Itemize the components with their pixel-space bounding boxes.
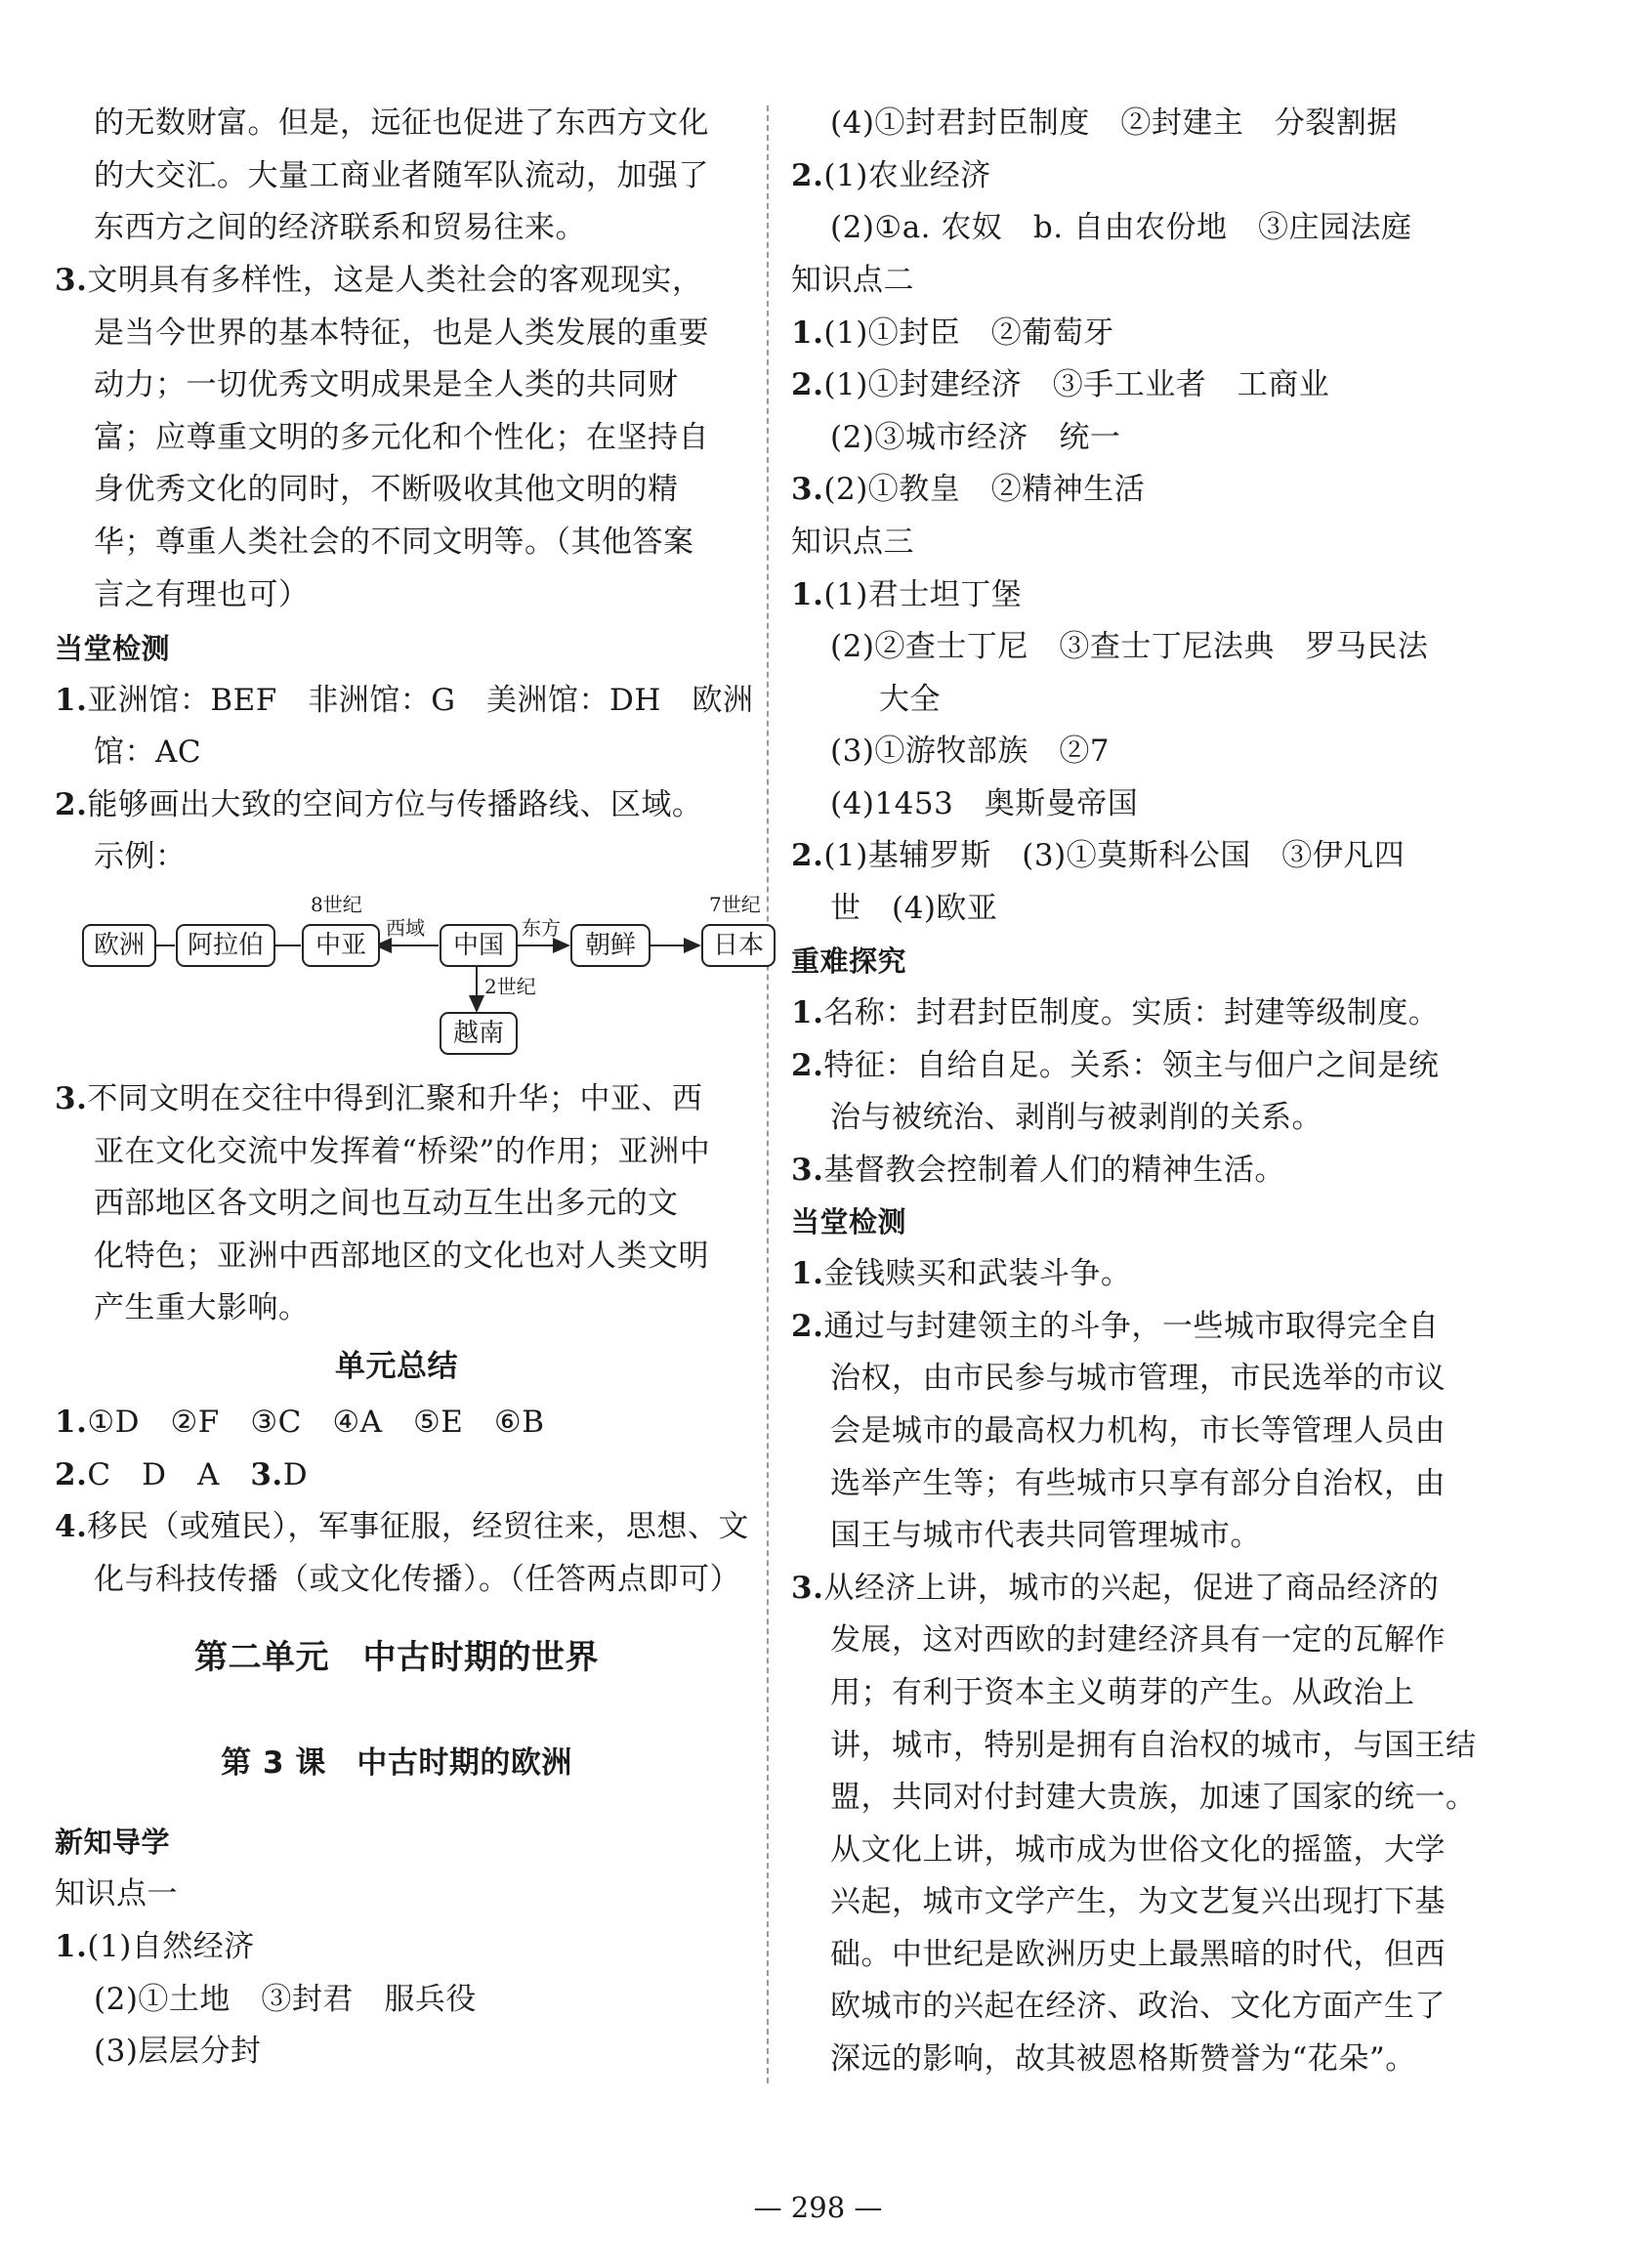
page-number: — 298 — [753,2191,883,2224]
section-heading: 当堂检测 [791,1205,907,1239]
text-line: 础。中世纪是欧洲历史上最黑暗的时代，但西 [830,1937,1446,1972]
label-8th-century: 8世纪 [311,893,362,916]
kp2-answer-1 [791,315,1114,352]
text-line: 不同文明在交往中得到汇聚和升华；中亚、西 [87,1081,703,1116]
diff-answer-2 [791,1047,1439,1084]
text-line: 治权，由市民参与城市管理，市民选举的市议 [830,1361,1446,1396]
item-number: 4. [55,1509,88,1544]
text-line: D [282,1457,309,1492]
text-line: 选举产生等；有些城市只享有部分自治权，由 [830,1466,1446,1501]
text-line: (2)①教皇 ②精神生活 [823,472,1146,507]
text-line: (2)③城市经济 统一 [830,420,1121,455]
text-line: (2)②查士丁尼 ③查士丁尼法典 罗马民法 [830,629,1429,664]
text-line: 讲，城市，特别是拥有自治权的城市，与国王结 [830,1728,1477,1763]
text-line: (1)农业经济 [823,158,991,193]
text-line: 东西方之间的经济联系和贸易往来。 [94,210,586,245]
text-line: 示例： [94,839,187,874]
node-vietnam: 越南 [440,1012,518,1055]
node-japan: 日本 [701,924,776,967]
kp2-answer-2 [791,366,1329,403]
node-central-asia: 中亚 [302,924,380,967]
diff-answer-1 [791,994,1439,1031]
diff-answer-3 [791,1152,1285,1189]
item-number: 3. [250,1457,283,1492]
check-answer-3 [55,1080,702,1117]
node-china: 中国 [440,924,518,967]
text-line: 富；应尊重文明的多元化和个性化；在坚持自 [94,420,709,455]
summary-answer-4 [55,1508,749,1545]
text-line: 的无数财富。但是，远征也促进了东西方文化 [94,105,709,141]
text-line: 是当今世界的基本特征，也是人类发展的重要 [94,315,709,351]
text-line: (3)①游牧部族 ②7 [830,734,1111,769]
text-line: 动力；一切优秀文明成果是全人类的共同财 [94,367,679,402]
text-line: (1)①封建经济 ③手工业者 工商业 [823,367,1330,402]
knowledge-point-heading: 知识点一 [55,1876,178,1911]
text-line: (1)①封臣 ②葡萄牙 [823,315,1114,351]
item-number: 2. [791,158,824,193]
item-number: 2. [791,367,824,402]
item-number: 1. [55,1405,88,1440]
text-line: 亚在文化交流中发挥着“桥梁”的作用；亚洲中 [94,1134,711,1169]
knowledge-point-heading: 知识点二 [791,263,914,298]
item-number: 3. [55,263,88,298]
text-line: 深远的影响，故其被恩格斯赞誉为“花朵”。 [830,2041,1416,2077]
node-korea: 朝鲜 [570,924,650,967]
kp3-answer-2 [791,837,1405,874]
text-line: 从文化上讲，城市成为世俗文化的摇篮，大学 [830,1832,1446,1868]
text-line: 文明具有多样性，这是人类社会的客观现实， [87,263,703,298]
text-line: (2)①土地 ③封君 服兵役 [94,1982,477,2017]
text-line: 的大交汇。大量工商业者随军队流动，加强了 [94,158,709,193]
knowledge-point-heading: 知识点三 [791,525,914,560]
item-number: 2. [791,1309,824,1344]
section-heading: 新知导学 [55,1826,171,1859]
text-line: 会是城市的最高权力机构，市长等管理人员由 [830,1413,1446,1449]
kp3-answer-1 [791,576,1022,613]
item-number: 1. [791,315,824,351]
item-number: 1. [55,683,88,718]
text-line: (3)层层分封 [94,2034,262,2069]
check-answer-1 [55,682,753,719]
section-heading: 当堂检测 [55,632,171,665]
text-line: 通过与封建领主的斗争，一些城市取得完全自 [823,1309,1440,1344]
text-line: (4)①封君封臣制度 ②封建主 分裂割据 [830,105,1398,141]
label-2nd-century: 2世纪 [484,975,536,998]
text-line: 馆：AC [94,735,202,770]
text-line: 国王与城市代表共同管理城市。 [830,1518,1261,1553]
text-line: 言之有理也可） [94,577,310,612]
item-number: 2. [791,838,824,873]
text-line: 身优秀文化的同时，不断吸收其他文明的精 [94,472,679,507]
item-number: 2. [55,1457,88,1492]
text-line: 移民（或殖民），军事征服，经贸往来，思想、文 [87,1509,749,1544]
check2-answer-2 [791,1308,1439,1345]
text-line: 西部地区各文明之间也互动互生出多元的文 [94,1186,679,1221]
item-number: 3. [791,472,824,507]
check2-answer-3 [791,1570,1439,1607]
label-western-regions: 西域 [386,916,425,940]
node-europe: 欧洲 [82,924,156,967]
lesson-title: 第 3 课 中古时期的欧洲 [221,1745,572,1781]
text-line: 名称：封君封臣制度。实质：封建等级制度。 [823,995,1440,1030]
text-line: 从经济上讲，城市的兴起，促进了商品经济的 [823,1571,1440,1606]
text-line: 特征：自给自足。关系：领主与佃户之间是统 [823,1048,1440,1083]
item-number: 1. [791,1256,824,1291]
label-east: 东方 [522,916,561,940]
item-number: 2. [55,787,88,822]
unit-title: 第二单元 中古时期的世界 [194,1638,599,1677]
kp1-answer-1 [55,1928,255,1965]
text-line: 欧城市的兴起在经济、政治、文化方面产生了 [830,1989,1446,2024]
item-number: 1. [55,1929,88,1964]
item-number: 3. [791,1571,824,1606]
text-line: (1)自然经济 [87,1929,255,1964]
item-number: 3. [791,1153,824,1188]
text-line: (2)①a. 农奴 b. 自由农份地 ③庄园法庭 [830,210,1412,245]
text-line: 亚洲馆：BEF 非洲馆：G 美洲馆：DH 欧洲 [87,683,754,718]
text-line: C D A [87,1457,251,1492]
text-line: 金钱赎买和武装斗争。 [823,1256,1132,1291]
text-line: (1)君士坦丁堡 [823,577,1023,612]
summary-answer-2-3 [55,1456,308,1493]
text-line: 用；有利于资本主义萌芽的产生。从政治上 [830,1675,1415,1710]
text-line: (4)1453 奥斯曼帝国 [830,786,1139,821]
text-line: 治与被统治、剥削与被剥削的关系。 [830,1100,1322,1135]
section-heading: 重难探究 [791,945,907,978]
text-line: 能够画出大致的空间方位与传播路线、区域。 [87,787,703,822]
text-line: 盟，共同对付封建大贵族，加速了国家的统一。 [830,1780,1477,1815]
diagram-arrows [55,879,738,1065]
answer-2 [791,157,991,194]
column-divider [767,105,769,2083]
check-answer-2 [55,786,702,823]
item-number: 3. [55,1081,88,1116]
text-line: 基督教会控制着人们的精神生活。 [823,1153,1285,1188]
text-line: ①D ②F ③C ④A ⑤E ⑥B [87,1405,545,1440]
kp2-answer-3 [791,471,1145,508]
text-line: (1)基辅罗斯 (3)①莫斯科公国 ③伊凡四 [823,838,1405,873]
text-line: 兴起，城市文学产生，为文艺复兴出现打下基 [830,1884,1446,1919]
unit-summary-title: 单元总结 [335,1349,458,1384]
text-line: 化特色；亚洲中西部地区的文化也对人类文明 [94,1239,709,1274]
text-line: 发展，这对西欧的封建经济具有一定的瓦解作 [830,1622,1446,1658]
text-line: 世 (4)欧亚 [830,891,998,926]
text-line: 华；尊重人类社会的不同文明等。（其他答案 [94,525,694,560]
node-arabia: 阿拉伯 [176,924,275,967]
summary-answer-1 [55,1404,545,1441]
item-number: 1. [791,577,824,612]
item-number: 2. [791,1048,824,1083]
text-line: 化与科技传播（或文化传播）。（任答两点即可） [94,1562,740,1597]
check2-answer-1 [791,1255,1131,1292]
item-number: 1. [791,995,824,1030]
label-7th-century: 7世纪 [709,893,761,916]
culture-spread-diagram [55,879,764,1065]
text-line: 大全 [879,682,941,717]
text-line: 产生重大影响。 [94,1290,310,1325]
answer-3 [55,262,702,299]
